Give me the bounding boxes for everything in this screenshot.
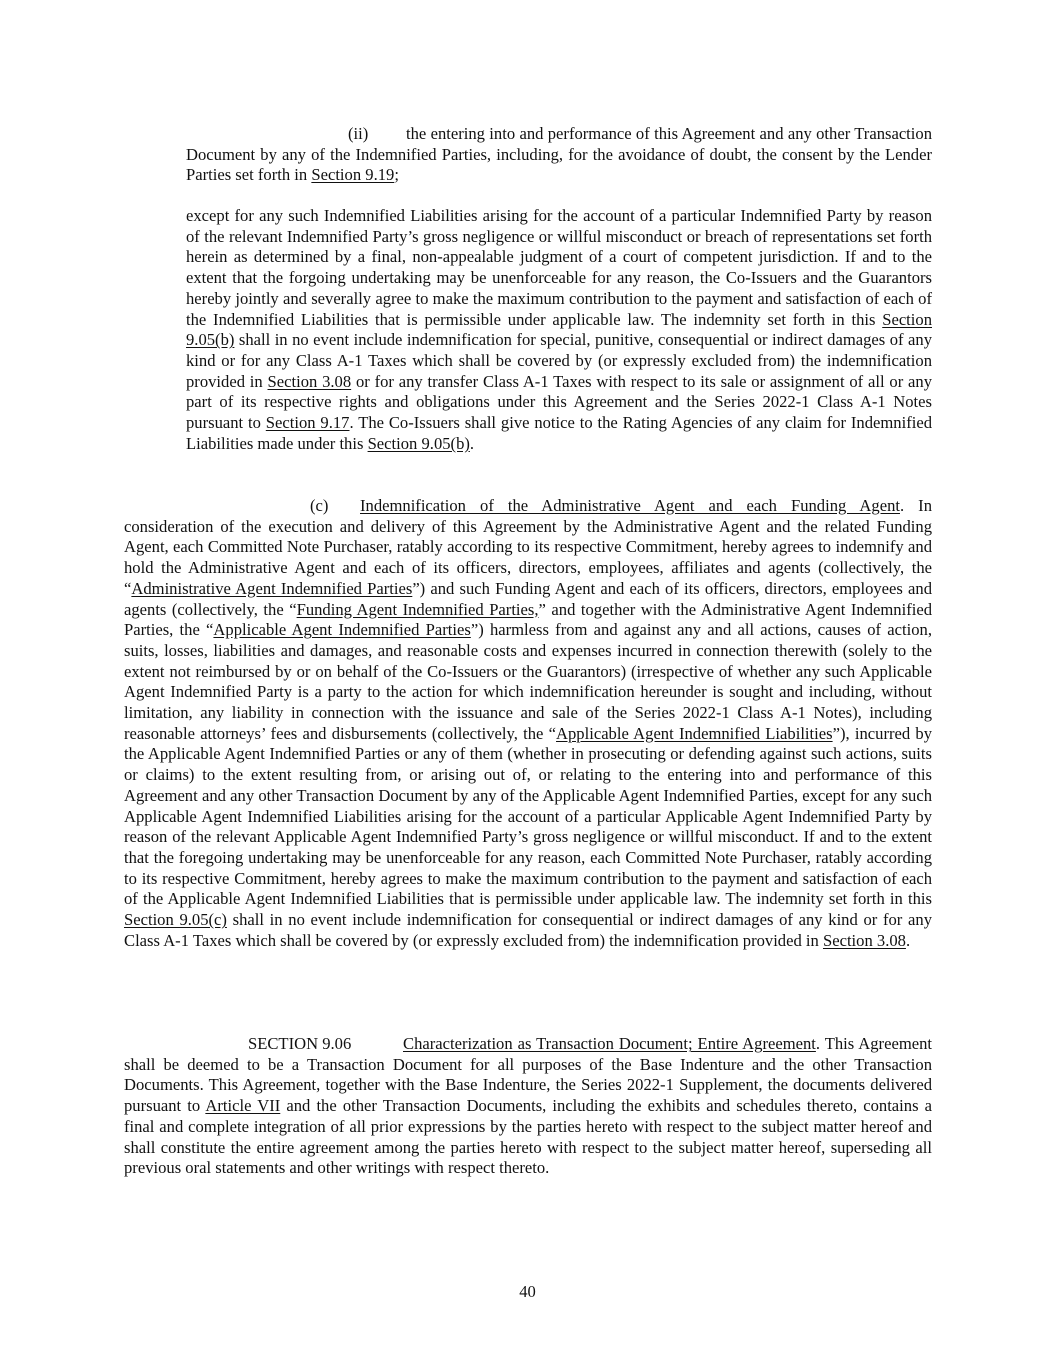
section-9-19-reference: Section 9.19 (311, 165, 395, 185)
section-9-05c-reference: Section 9.05(c) (124, 910, 227, 930)
clause-ii-label: (ii) (348, 124, 369, 143)
section-3-08-reference: Section 3.08 (267, 371, 352, 391)
clause-c-heading: Indemnification of the Administrative Agent and each Funding Agent (360, 496, 900, 515)
defined-term: Applicable Agent Indemnified Liabilities (556, 723, 833, 743)
section-9-05b-reference: Section 9.05(b) (367, 433, 470, 453)
section-9-17-reference: Section 9.17 (265, 413, 350, 433)
page-number: 40 (519, 1282, 536, 1301)
defined-term: Administrative Agent Indemnified Parties (131, 578, 413, 598)
section-9-06-paragraph: SECTION 9.06 Characterization as Transaction Document; Entire Agreement. This Agreement shall be deemed to be a Transaction Document for all purposes of the Base Indenture and the other Transaction Documents. This Agreement, together with the Base Indenture, the Series 2022-1 Supplement, the documents delivered pursuant to Article VII and the other Transaction Documents, including the exhibits and schedules thereto, contains a final and complete integration of all prior expressions by the parties hereto with respect to the subject matter hereof and shall constitute the entire agreement among the parties hereto with respect to the subject matter hereof, superseding all previous oral statements and other writings with respect thereto. (124, 1034, 932, 1178)
section-9-06-label: SECTION 9.06 (248, 1034, 352, 1053)
clause-c-paragraph: (c) Indemnification of the Administrative Agent and each Funding Agent. In consideration of the execution and delivery of this Agreement by the Administrative Agent and the related Funding Agent, each Committed Note Purchaser, ratably according to its respective Commitment, hereby agrees to indemnify and hold the Administrative Agent and each of its officers, directors, employees, affiliates and agents (collectively, the “Administrative Agent Indemnified Parties”) and such Funding Agent and each of its officers, directors, employees and agents (collectively, the “Funding Agent Indemnified Parties,” and together with the Administrative Agent Indemnified Parties, the “Applicable Agent Indemnified Parties”) harmless from and against any and all actions, causes of action, suits, losses, liabilities and damages, and reasonable costs and expenses incurred in connection therewith (solely to the extent not reimbursed by or on behalf of the Co-Issuers or the Guarantors) (irrespective of whether any such Applicable Agent Indemnified Party is a party to the action for which indemnification hereunder is sought and including, without limitation, any liability in connection with the issuance and sale of the Series 2022-1 Class A-1 Notes), including reasonable attorneys’ fees and disbursements (collectively, the “Applicable Agent Indemnified Liabilities”), incurred by the Applicable Agent Indemnified Parties or any of them (whether in prosecuting or defending against such actions, suits or claims) to the extent resulting from, or arising out of, or relating to the entering into and performance of this Agreement and any other Transaction Document by any of the Applicable Agent Indemnified Parties, except for any such Applicable Agent Indemnified Liabilities arising for the account of a particular Applicable Agent Indemnified Party by reason of the relevant Applicable Agent Indemnified Party’s gross negligence or willful misconduct. If and to the extent that the foregoing undertaking may be unenforceable for any reason, each Committed Note Purchaser, ratably according to its respective Commitment, hereby agrees to make the maximum contribution to the payment and satisfaction of each of the Applicable Agent Indemnified Liabilities that is permissible under applicable law. The indemnity set forth in this Section 9.05(c) shall in no event include indemnification for consequential or indirect damages of any kind or for any Class A-1 Taxes which shall be covered by (or expressly excluded from) the indemnification provided in Section 3.08. (124, 496, 932, 950)
except-paragraph: except for any such Indemnified Liabilities arising for the account of a particular Indemnified Party by reason of the relevant Indemnified Party’s gross negligence or willful misconduct or breach of representations set forth herein as determined by a final, non-appealable judgment of a court of competent jurisdiction. If and to the extent that the forgoing undertaking may be unenforceable for any reason, the Co-Issuers and the Guarantors hereby jointly and severally agree to make the maximum contribution to the payment and satisfaction of each of the Indemnified Liabilities that is permissible under applicable law. The indemnity set forth in this Section 9.05(b) shall in no event include indemnification for special, punitive, consequential or indirect damages of any kind or for any Class A-1 Taxes which shall be covered by (or expressly excluded from) the indemnification provided in Section 3.08 or for any transfer Class A-1 Taxes with respect to its sale or assignment of all or any part of its respective rights and obligations under this Agreement and the Series 2022-1 Class A-1 Notes pursuant to Section 9.17. The Co-Issuers shall give notice to the Rating Agencies of any claim for Indemnified Liabilities made under this Section 9.05(b). (186, 206, 933, 453)
defined-term: Applicable Agent Indemnified Parties (213, 620, 471, 640)
section-3-08-reference: Section 3.08 (822, 930, 906, 950)
defined-term: Funding Agent Indemnified Parties, (296, 599, 539, 619)
article-vii-reference: Article VII (205, 1096, 281, 1116)
section-9-06-heading: Characterization as Transaction Document; Entire Agreement (403, 1034, 816, 1053)
clause-ii-text: the entering into and performance of this Agreement and any other Transaction Document by any of the Indemnified Parties, including, for the avoidance of doubt, the consent by the Lender Parties set forth in (186, 124, 932, 185)
clause-c-label: (c) (310, 496, 329, 515)
except-text: except for any such Indemnified Liabilities arising for the account of a particular Indemnified Party by reason of the relevant Indemnified Party’s gross negligence or willful misconduct or breach of representations set forth herein as determined by a final, non-appealable judgment of a court of competent jurisdiction. If and to the extent that the forgoing undertaking may be unenforceable for any reason, the Co-Issuers and the Guarantors hereby jointly and severally agree to make the maximum contribution to the payment and satisfaction of each of the Indemnified Liabilities that is permissible under applicable law. The indemnity set forth in this (186, 206, 932, 329)
section-9-05b-reference: Section 9.05(b) (186, 309, 932, 350)
clause-ii-paragraph: (ii) the entering into and performance of this Agreement and any other Transaction Document by any of the Indemnified Parties, including, for the avoidance of doubt, the consent by the Lender Parties set forth in Section 9.19; (186, 124, 932, 185)
